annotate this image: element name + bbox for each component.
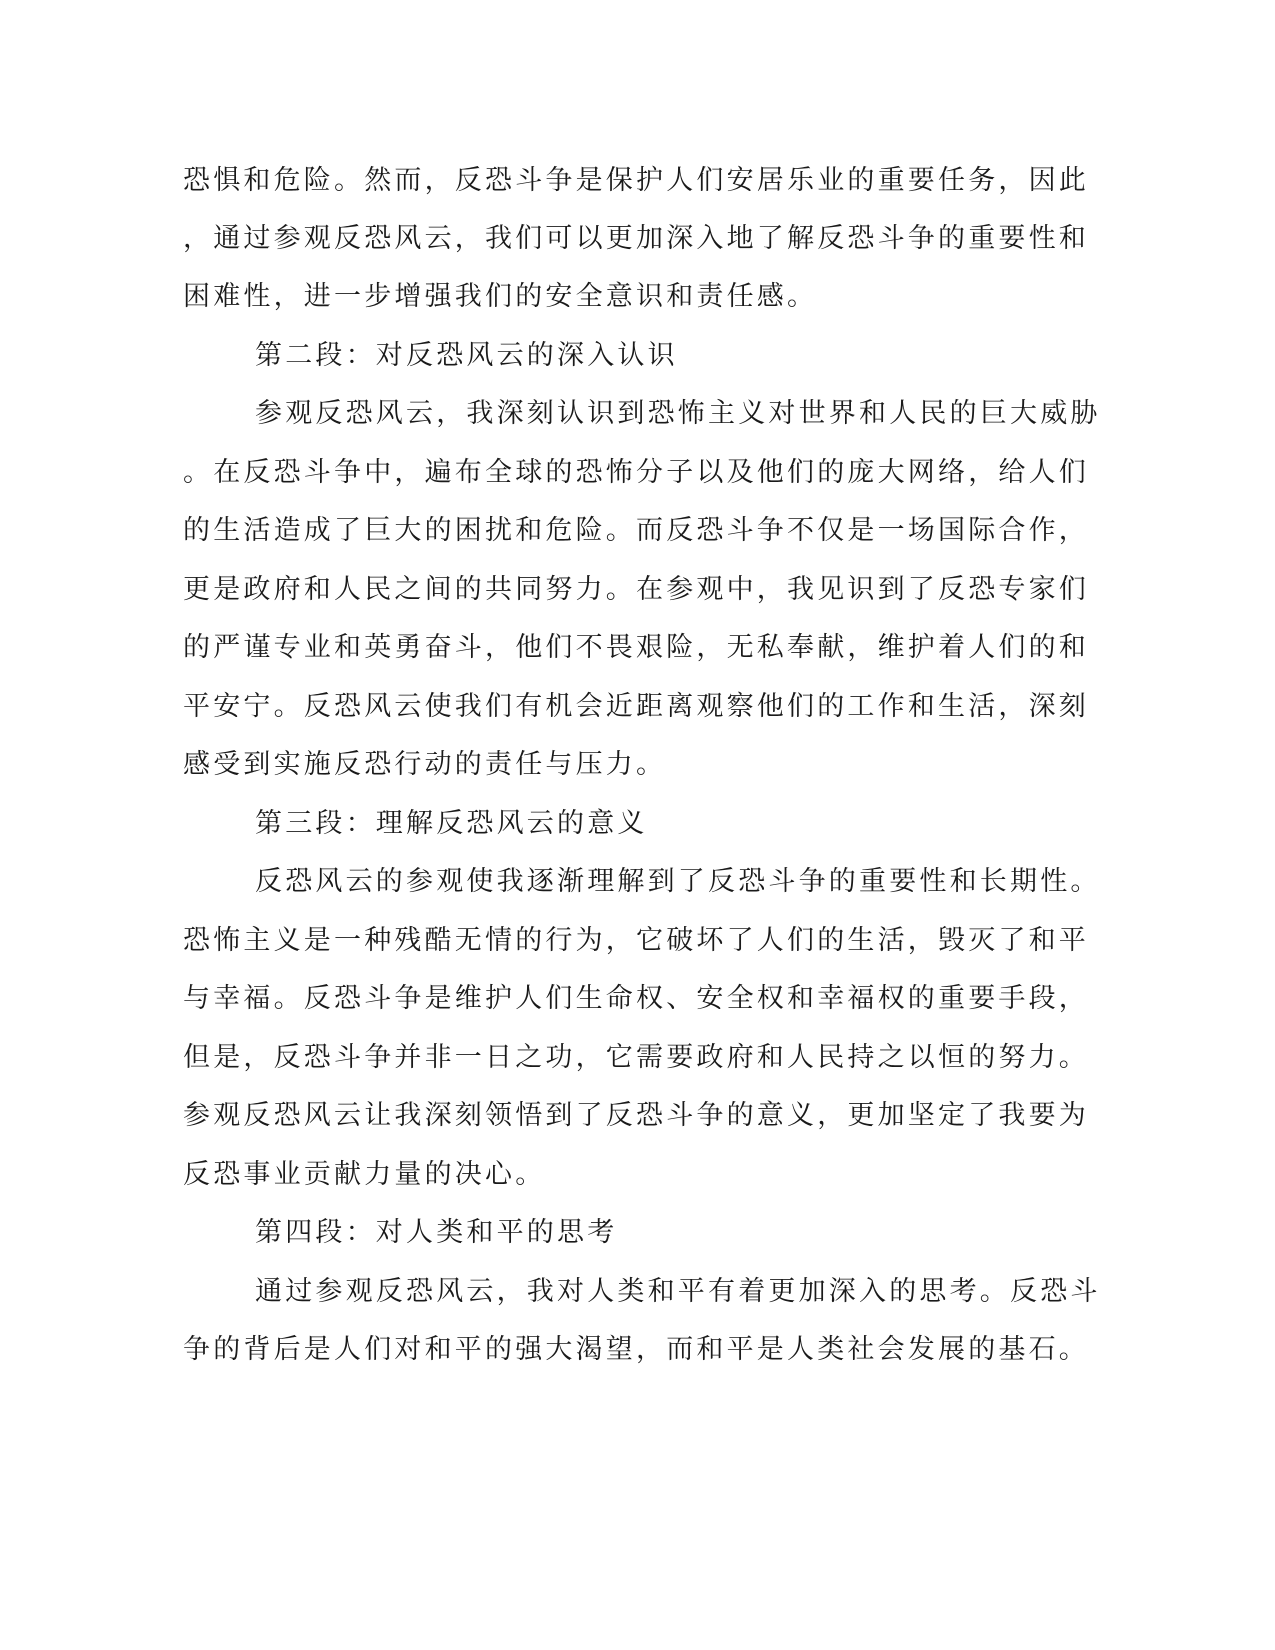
text-line: 参观反恐风云让我深刻领悟到了反恐斗争的意义，更加坚定了我要为 (183, 1100, 1089, 1131)
text-line: ，通过参观反恐风云，我们可以更加深入地了解反恐斗争的重要性和 (183, 223, 1089, 254)
text-line: 感受到实施反恐行动的责任与压力。 (183, 749, 667, 780)
section-heading: 第三段：理解反恐风云的意义 (255, 808, 648, 839)
text-line: 恐怖主义是一种残酷无情的行为，它破坏了人们的生活，毁灭了和平 (183, 925, 1089, 956)
text-line: 反恐事业贡献力量的决心。 (183, 1159, 546, 1190)
text-line: 但是，反恐斗争并非一日之功，它需要政府和人民持之以恒的努力。 (183, 1042, 1089, 1073)
section-heading: 第四段：对人类和平的思考 (255, 1217, 618, 1248)
text-line: 通过参观反恐风云，我对人类和平有着更加深入的思考。反恐斗 (255, 1276, 1101, 1307)
text-line: 参观反恐风云，我深刻认识到恐怖主义对世界和人民的巨大威胁 (255, 398, 1101, 429)
text-line: 反恐风云的参观使我逐渐理解到了反恐斗争的重要性和长期性。 (255, 866, 1101, 897)
text-line: 更是政府和人民之间的共同努力。在参观中，我见识到了反恐专家们 (183, 574, 1089, 605)
text-line: 困难性，进一步增强我们的安全意识和责任感。 (183, 281, 818, 312)
text-line: 平安宁。反恐风云使我们有机会近距离观察他们的工作和生活，深刻 (183, 691, 1089, 722)
text-line: 与幸福。反恐斗争是维护人们生命权、安全权和幸福权的重要手段， (183, 983, 1089, 1014)
text-line: 的严谨专业和英勇奋斗，他们不畏艰险，无私奉献，维护着人们的和 (183, 632, 1089, 663)
text-line: 的生活造成了巨大的困扰和危险。而反恐斗争不仅是一场国际合作， (183, 515, 1089, 546)
text-line: 争的背后是人们对和平的强大渴望，而和平是人类社会发展的基石。 (183, 1334, 1089, 1365)
section-heading: 第二段：对反恐风云的深入认识 (255, 340, 678, 371)
text-line: 。在反恐斗争中，遍布全球的恐怖分子以及他们的庞大网络，给人们 (183, 457, 1089, 488)
text-line: 恐惧和危险。然而，反恐斗争是保护人们安居乐业的重要任务，因此 (183, 165, 1089, 196)
